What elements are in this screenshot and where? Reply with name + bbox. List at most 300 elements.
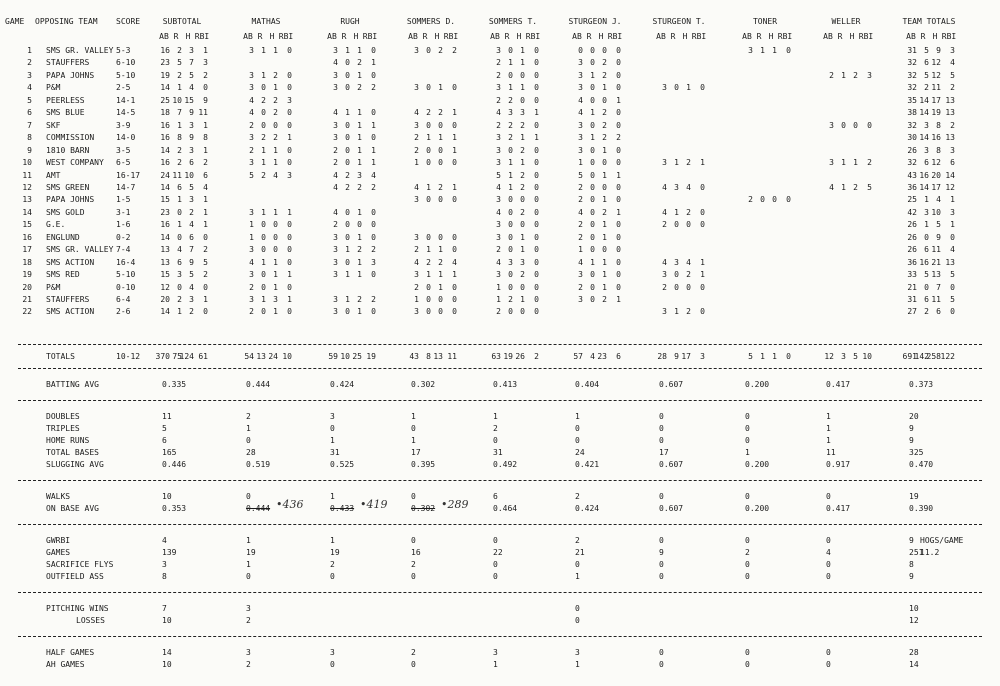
header-stat-label: AB <box>656 32 666 41</box>
stat-value: 3 <box>203 58 208 68</box>
stat-value: 12 <box>945 182 955 192</box>
summary-value: 0 <box>745 436 750 445</box>
stat-value: 12 <box>931 70 941 80</box>
stat-value: 124 <box>179 352 194 361</box>
stat-value: 38 <box>907 108 917 118</box>
summary-label: SLUGGING AVG <box>46 460 104 469</box>
summary-value: 6 <box>493 492 498 501</box>
stat-value: 1 <box>452 182 457 192</box>
stat-value: 0 <box>203 232 208 242</box>
summary-value: 0 <box>575 604 580 613</box>
stat-value: 3 <box>287 170 292 180</box>
game-score: 3-9 <box>116 120 131 130</box>
summary-value: 3 <box>575 648 580 657</box>
stat-value: 1 <box>534 133 539 143</box>
stat-value: 1 <box>853 158 858 168</box>
stat-value: 4 <box>662 182 667 192</box>
stat-value: 1 <box>414 158 419 168</box>
stat-value: 1 <box>674 307 679 317</box>
stat-value: 11 <box>931 83 941 93</box>
stat-value: 14 <box>919 133 929 143</box>
stat-value: 13 <box>945 257 955 267</box>
stat-value: 1 <box>520 158 525 168</box>
stat-value: 2 <box>950 120 955 130</box>
stat-value: 25 <box>160 95 170 105</box>
stat-value: 0 <box>177 207 182 217</box>
stat-value: 0 <box>534 195 539 205</box>
stat-value: 2 <box>333 158 338 168</box>
stat-value: 43 <box>907 170 917 180</box>
stat-value: 0 <box>261 270 266 280</box>
stat-value: 5 <box>924 46 929 55</box>
opposing-team: SMS GR. VALLEY <box>46 245 114 255</box>
game-score: 16-4 <box>116 257 136 267</box>
stat-value: 0 <box>508 282 513 292</box>
stat-value: 1 <box>700 257 705 267</box>
stat-value: 4 <box>189 83 194 93</box>
stat-value: 3 <box>189 145 194 155</box>
summary-value: 2 <box>411 648 416 657</box>
totals-separator <box>18 344 982 345</box>
stat-value: 0 <box>534 46 539 55</box>
stat-value: 2 <box>273 108 278 118</box>
stat-value: 0 <box>345 257 350 267</box>
stat-value: 0 <box>686 282 691 292</box>
summary-value: 0 <box>826 560 831 569</box>
stat-value: 0 <box>616 220 621 230</box>
handwritten-note: •419 <box>360 498 388 511</box>
summary-value: 3 <box>246 648 251 657</box>
stat-value: 4 <box>371 170 376 180</box>
summary-value: 0 <box>659 424 664 433</box>
summary-value: 0 <box>745 648 750 657</box>
stat-value: 1 <box>520 58 525 68</box>
stat-value: 1 <box>273 145 278 155</box>
stat-value: 2 <box>534 352 539 361</box>
summary-value: 0 <box>411 424 416 433</box>
stat-value: 0 <box>520 70 525 80</box>
stat-value: 3 <box>249 158 254 168</box>
stat-value: 2 <box>203 270 208 280</box>
header-group-5: STURGEON J. <box>568 17 622 26</box>
stat-value: 0 <box>616 108 621 118</box>
stat-value: 0 <box>616 257 621 267</box>
opposing-team: STAUFFERS <box>46 58 90 68</box>
stat-value: 2 <box>950 83 955 93</box>
stat-value: 6 <box>950 158 955 168</box>
stat-value: 1 <box>261 257 266 267</box>
stat-value: 36 <box>907 182 917 192</box>
summary-value: 10 <box>162 492 172 501</box>
stat-value: 3 <box>189 46 194 55</box>
stat-value: 3 <box>508 108 513 118</box>
stat-value: 4 <box>578 108 583 118</box>
stat-value: 0 <box>287 70 292 80</box>
stat-value: 0 <box>590 270 595 280</box>
stat-value: 1 <box>452 270 457 280</box>
stat-value: 1 <box>438 83 443 93</box>
stat-value: 4 <box>950 58 955 68</box>
stat-value: 3 <box>508 257 513 267</box>
summary-value: 0.413 <box>493 380 518 389</box>
stat-value: 3 <box>371 257 376 267</box>
summary-value: 6 <box>162 436 167 445</box>
stat-value: 1 <box>287 295 292 304</box>
stat-value: 1 <box>590 70 595 80</box>
header-stat-label: H <box>185 32 191 41</box>
stat-value: 13 <box>160 245 170 255</box>
stat-value: 0 <box>371 270 376 280</box>
summary-value: 0.390 <box>909 504 934 513</box>
header-stat-label: R <box>257 32 263 41</box>
stat-value: 2 <box>438 182 443 192</box>
stat-value: 5 <box>950 295 955 304</box>
stat-value: 0 <box>261 245 266 255</box>
stat-value: 16 <box>160 158 170 168</box>
summary-value: 0 <box>745 536 750 545</box>
summary-value: 1 <box>745 448 750 457</box>
stat-value: 4 <box>829 182 834 192</box>
stat-value: 14 <box>160 307 170 317</box>
summary-value: 10 <box>162 660 172 669</box>
stat-value: 2 <box>414 282 419 292</box>
stat-value: 0 <box>438 307 443 317</box>
summary-value: 0.200 <box>745 380 770 389</box>
summary-value: 31 <box>493 448 503 457</box>
stat-value: 2 <box>273 95 278 105</box>
summary-value: 0.607 <box>659 460 684 469</box>
stat-value: 2 <box>249 282 254 292</box>
stat-value: 9 <box>189 108 194 118</box>
stat-value: 0 <box>438 295 443 304</box>
stat-value: 4 <box>496 182 501 192</box>
stat-value: 2 <box>520 207 525 217</box>
stat-value: 1 <box>371 120 376 130</box>
header-stat-label: RBI <box>362 32 378 41</box>
game-number: 14 <box>22 207 32 217</box>
stat-value: 0 <box>590 195 595 205</box>
stat-value: 0 <box>616 120 621 130</box>
stat-value: 370 <box>155 352 170 361</box>
stat-value: 19 <box>931 108 941 118</box>
stat-value: 1 <box>371 145 376 155</box>
section-separator <box>18 480 982 481</box>
summary-value: 28 <box>909 648 919 657</box>
stat-value: 1 <box>345 46 350 55</box>
stat-value: 2 <box>686 207 691 217</box>
stat-value: 8 <box>426 352 431 361</box>
game-score: 1-6 <box>116 220 131 230</box>
stat-value: 1 <box>438 133 443 143</box>
stat-value: 1 <box>261 46 266 55</box>
game-number: 3 <box>27 70 32 80</box>
stat-value: 0 <box>273 245 278 255</box>
summary-value: 0.519 <box>246 460 271 469</box>
header-stat-label: AB <box>327 32 337 41</box>
opposing-team: 1810 BARN <box>46 145 90 155</box>
stat-value: 26 <box>907 220 917 230</box>
stat-value: 0 <box>287 282 292 292</box>
game-number: 4 <box>27 83 32 93</box>
summary-value: 1 <box>826 436 831 445</box>
section-separator <box>18 636 982 637</box>
stat-value: 1 <box>249 232 254 242</box>
stat-value: 8 <box>936 120 941 130</box>
stat-value: 14 <box>945 170 955 180</box>
summary-value: 0 <box>493 572 498 581</box>
game-number: 13 <box>22 195 32 205</box>
stat-value: 4 <box>590 352 595 361</box>
stat-value: 2 <box>345 182 350 192</box>
opposing-team: P&M <box>46 83 61 93</box>
stat-value: 3 <box>496 46 501 55</box>
game-score: 3-5 <box>116 145 131 155</box>
stat-value: 1 <box>616 170 621 180</box>
stat-value: 0 <box>438 120 443 130</box>
stat-value: 9 <box>203 95 208 105</box>
stat-value: 1 <box>357 145 362 155</box>
stat-value: 4 <box>578 95 583 105</box>
header-stat-label: R <box>422 32 428 41</box>
stat-value: 3 <box>414 307 419 317</box>
header-group-9: TEAM TOTALS <box>902 17 956 26</box>
stat-value: 4 <box>249 257 254 267</box>
stat-value: 0 <box>534 232 539 242</box>
stat-value: 5 <box>936 220 941 230</box>
stat-value: 9 <box>674 352 679 361</box>
summary-value: 0 <box>826 492 831 501</box>
stat-value: 0 <box>841 120 846 130</box>
header-stat-label: R <box>670 32 676 41</box>
stat-value: 2 <box>177 295 182 304</box>
summary-value: 0.335 <box>162 380 187 389</box>
stat-value: 2 <box>414 245 419 255</box>
stat-value: 59 <box>328 352 338 361</box>
summary-value: 1 <box>246 536 251 545</box>
stat-value: 1 <box>357 158 362 168</box>
stat-value: 1 <box>357 257 362 267</box>
stat-value: 0 <box>438 158 443 168</box>
stat-value: 0 <box>616 195 621 205</box>
stat-value: 3 <box>924 207 929 217</box>
stat-value: 2 <box>578 282 583 292</box>
summary-value: 9 <box>909 536 914 545</box>
stat-value: 2 <box>177 145 182 155</box>
stat-value: 0 <box>426 282 431 292</box>
stat-value: 1 <box>177 220 182 230</box>
stat-value: 13 <box>160 257 170 267</box>
stat-value: 6 <box>924 245 929 255</box>
summary-label: TOTAL BASES <box>46 448 99 457</box>
stat-value: 5 <box>748 352 753 361</box>
stat-value: 0 <box>686 220 691 230</box>
stat-value: 3 <box>414 120 419 130</box>
summary-value: 165 <box>162 448 177 457</box>
stat-value: 4 <box>333 108 338 118</box>
stat-value: 0 <box>345 133 350 143</box>
stat-value: 1 <box>273 83 278 93</box>
stat-value: 0 <box>590 207 595 217</box>
stat-value: 2 <box>578 220 583 230</box>
stat-value: 2 <box>203 70 208 80</box>
stat-value: 2 <box>452 46 457 55</box>
game-score: 0-2 <box>116 232 131 242</box>
stat-value: 2 <box>438 108 443 118</box>
summary-value: 5 <box>162 424 167 433</box>
stat-value: 5 <box>189 182 194 192</box>
stat-value: 0 <box>602 245 607 255</box>
stat-value: 0 <box>534 120 539 130</box>
summary-value: 0.421 <box>575 460 600 469</box>
stat-value: 3 <box>333 70 338 80</box>
summary-value: 2 <box>246 412 251 421</box>
stat-value: 3 <box>829 158 834 168</box>
stat-value: 2 <box>867 158 872 168</box>
stat-value: 2 <box>496 95 501 105</box>
game-number: 6 <box>27 108 32 118</box>
header-stat-label: RBI <box>941 32 957 41</box>
stat-value: 5 <box>496 170 501 180</box>
stat-value: 2 <box>496 58 501 68</box>
game-number: 1 <box>27 46 32 55</box>
header-stat-label: H <box>353 32 359 41</box>
stat-value: 3 <box>333 133 338 143</box>
stat-value: 0 <box>578 46 583 55</box>
header-stat-label: RBI <box>525 32 541 41</box>
stat-value: 3 <box>496 158 501 168</box>
summary-value: 2 <box>246 616 251 625</box>
stat-value: 0 <box>177 232 182 242</box>
summary-value: 0 <box>493 436 498 445</box>
summary-value: 0 <box>659 412 664 421</box>
stat-value: 4 <box>686 257 691 267</box>
stat-value: 0 <box>674 270 679 280</box>
stat-value: 25 <box>907 195 917 205</box>
stat-value: 1 <box>203 145 208 155</box>
stat-value: 16 <box>160 120 170 130</box>
stat-value: 1 <box>841 182 846 192</box>
stat-value: 0 <box>371 232 376 242</box>
stat-value: 3 <box>950 145 955 155</box>
stat-value: 3 <box>249 245 254 255</box>
stat-value: 1 <box>357 270 362 280</box>
stat-value: 0 <box>590 220 595 230</box>
stat-value: 0 <box>508 232 513 242</box>
stat-value: 0 <box>534 220 539 230</box>
stat-value: 1 <box>203 220 208 230</box>
stat-value: 0 <box>426 145 431 155</box>
stat-value: 4 <box>249 108 254 118</box>
stat-value: 13 <box>945 108 955 118</box>
summary-label: WALKS <box>46 492 71 501</box>
stat-value: 0 <box>452 307 457 317</box>
stat-value: 16 <box>919 257 929 267</box>
stat-value: 0 <box>616 158 621 168</box>
stat-value: 20 <box>931 170 941 180</box>
stat-value: 1 <box>616 95 621 105</box>
header-stat-label: AB <box>490 32 500 41</box>
summary-value: 21 <box>575 548 585 557</box>
header-group-4: SOMMERS T. <box>488 17 538 26</box>
stat-value: 14 <box>160 83 170 93</box>
summary-value: 0.373 <box>909 380 934 389</box>
stat-value: 1 <box>177 195 182 205</box>
stat-value: 1 <box>924 220 929 230</box>
stat-value: 35 <box>907 95 917 105</box>
stat-value: 1 <box>590 108 595 118</box>
stat-value: 6 <box>924 158 929 168</box>
stat-value: 0 <box>590 232 595 242</box>
stat-value: 0 <box>438 232 443 242</box>
summary-value: 0 <box>659 536 664 545</box>
stat-value: 2 <box>371 295 376 304</box>
header-stat-label: H <box>682 32 688 41</box>
summary-value: 0 <box>659 436 664 445</box>
stat-value: 0 <box>534 257 539 267</box>
summary-value: 1 <box>493 660 498 669</box>
stat-value: 1 <box>602 232 607 242</box>
stat-value: 2 <box>496 245 501 255</box>
stat-value: 3 <box>662 270 667 280</box>
stat-value: 2 <box>578 182 583 192</box>
stat-value: 1 <box>686 83 691 93</box>
stat-value: 3 <box>189 120 194 130</box>
stat-value: 0 <box>534 58 539 68</box>
stat-value: 1 <box>438 270 443 280</box>
stat-value: 3 <box>496 195 501 205</box>
summary-value: 0.444 <box>246 380 271 389</box>
stat-value: 0 <box>371 70 376 80</box>
game-number: 2 <box>27 58 32 68</box>
summary-value: 3 <box>493 648 498 657</box>
stat-value: 0 <box>203 282 208 292</box>
stat-value: 14 <box>160 145 170 155</box>
stat-value: 0 <box>287 83 292 93</box>
stat-value: 0 <box>273 120 278 130</box>
stat-value: 0 <box>452 295 457 304</box>
opposing-team: AMT <box>46 170 61 180</box>
stat-value: 0 <box>590 46 595 55</box>
summary-value: 0 <box>330 424 335 433</box>
summary-value: 1 <box>330 436 335 445</box>
stat-value: 32 <box>907 58 917 68</box>
stat-value: 2 <box>496 70 501 80</box>
header-stat-label: AB <box>742 32 752 41</box>
stat-value: 0 <box>261 220 266 230</box>
stat-value: 0 <box>345 207 350 217</box>
stat-value: 1 <box>520 232 525 242</box>
stat-value: 14 <box>160 182 170 192</box>
summary-value: 1 <box>826 412 831 421</box>
stat-value: 1 <box>261 145 266 155</box>
stat-value: 0 <box>287 108 292 118</box>
stat-value: 0 <box>616 245 621 255</box>
stat-value: 3 <box>496 133 501 143</box>
summary-value: 10 <box>162 616 172 625</box>
opposing-team: WEST COMPANY <box>46 158 104 168</box>
stat-value: 0 <box>520 282 525 292</box>
stat-value: 6 <box>189 158 194 168</box>
game-score: 5-10 <box>116 270 136 280</box>
stat-value: 3 <box>414 270 419 280</box>
stat-value: 0 <box>426 307 431 317</box>
handwritten-note: •289 <box>441 498 469 511</box>
opposing-team: SMS ACTION <box>46 307 95 317</box>
header-stat-label: R <box>341 32 347 41</box>
summary-value: 0.302 <box>411 380 436 389</box>
stat-value: 3 <box>950 207 955 217</box>
stat-value: 1 <box>602 195 607 205</box>
